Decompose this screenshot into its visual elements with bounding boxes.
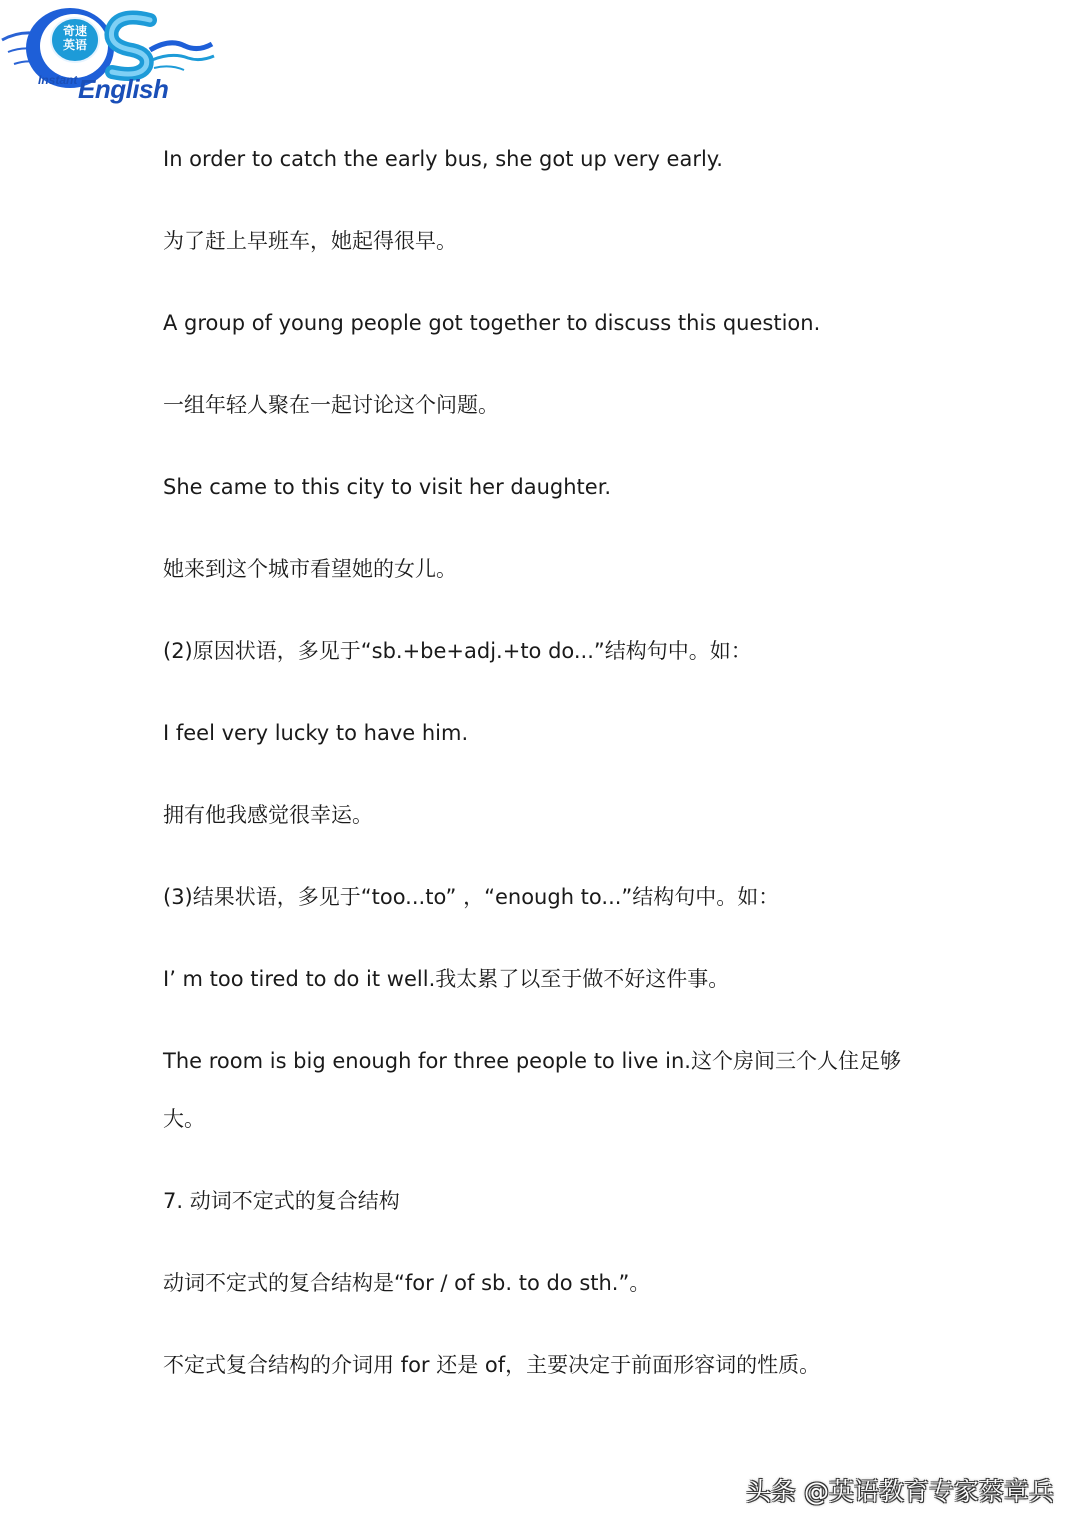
example-sentence-bilingual: I’ m too tired to do it well.我太累了以至于做不好这件事。: [163, 967, 730, 991]
grammar-point-heading: (2)原因状语，多见于“sb.+be+adj.+to do...”结构句中。如：: [163, 639, 752, 663]
logo-badge-text: 奇速英语: [62, 24, 87, 52]
example-sentence-english: I feel very lucky to have him.: [163, 721, 469, 745]
grammar-point-heading: (3)结果状语，多见于“too...to” ，“enough to...”结构句中。如：: [163, 885, 780, 909]
example-sentence-continuation: 大。: [163, 1107, 205, 1131]
example-sentence-english: In order to catch the early bus, she got up very early.: [163, 147, 723, 171]
rule-statement: 不定式复合结构的介词用 for 还是 of，主要决定于前面形容词的性质。: [163, 1353, 821, 1377]
example-sentence-chinese: 拥有他我感觉很幸运。: [163, 803, 373, 827]
author-watermark: 头条 @英语教育专家蔡章兵: [746, 1477, 1054, 1506]
logo-instant-text: Instant: [38, 73, 78, 87]
rule-statement: 动词不定式的复合结构是“for / of sb. to do sth.”。: [163, 1271, 651, 1295]
logo-english-text: English: [78, 74, 169, 104]
example-sentence-english: A group of young people got together to discuss this question.: [163, 311, 821, 335]
instant-english-logo: [0, 0, 220, 110]
section-heading: 7. 动词不定式的复合结构: [163, 1189, 400, 1213]
example-sentence-bilingual: The room is big enough for three people to live in.这个房间三个人住足够: [163, 1049, 901, 1073]
example-sentence-chinese: 一组年轻人聚在一起讨论这个问题。: [163, 393, 499, 417]
example-sentence-english: She came to this city to visit her daughter.: [163, 475, 612, 499]
example-sentence-chinese: 她来到这个城市看望她的女儿。: [163, 557, 457, 581]
example-sentence-chinese: 为了赶上早班车，她起得很早。: [163, 229, 457, 253]
